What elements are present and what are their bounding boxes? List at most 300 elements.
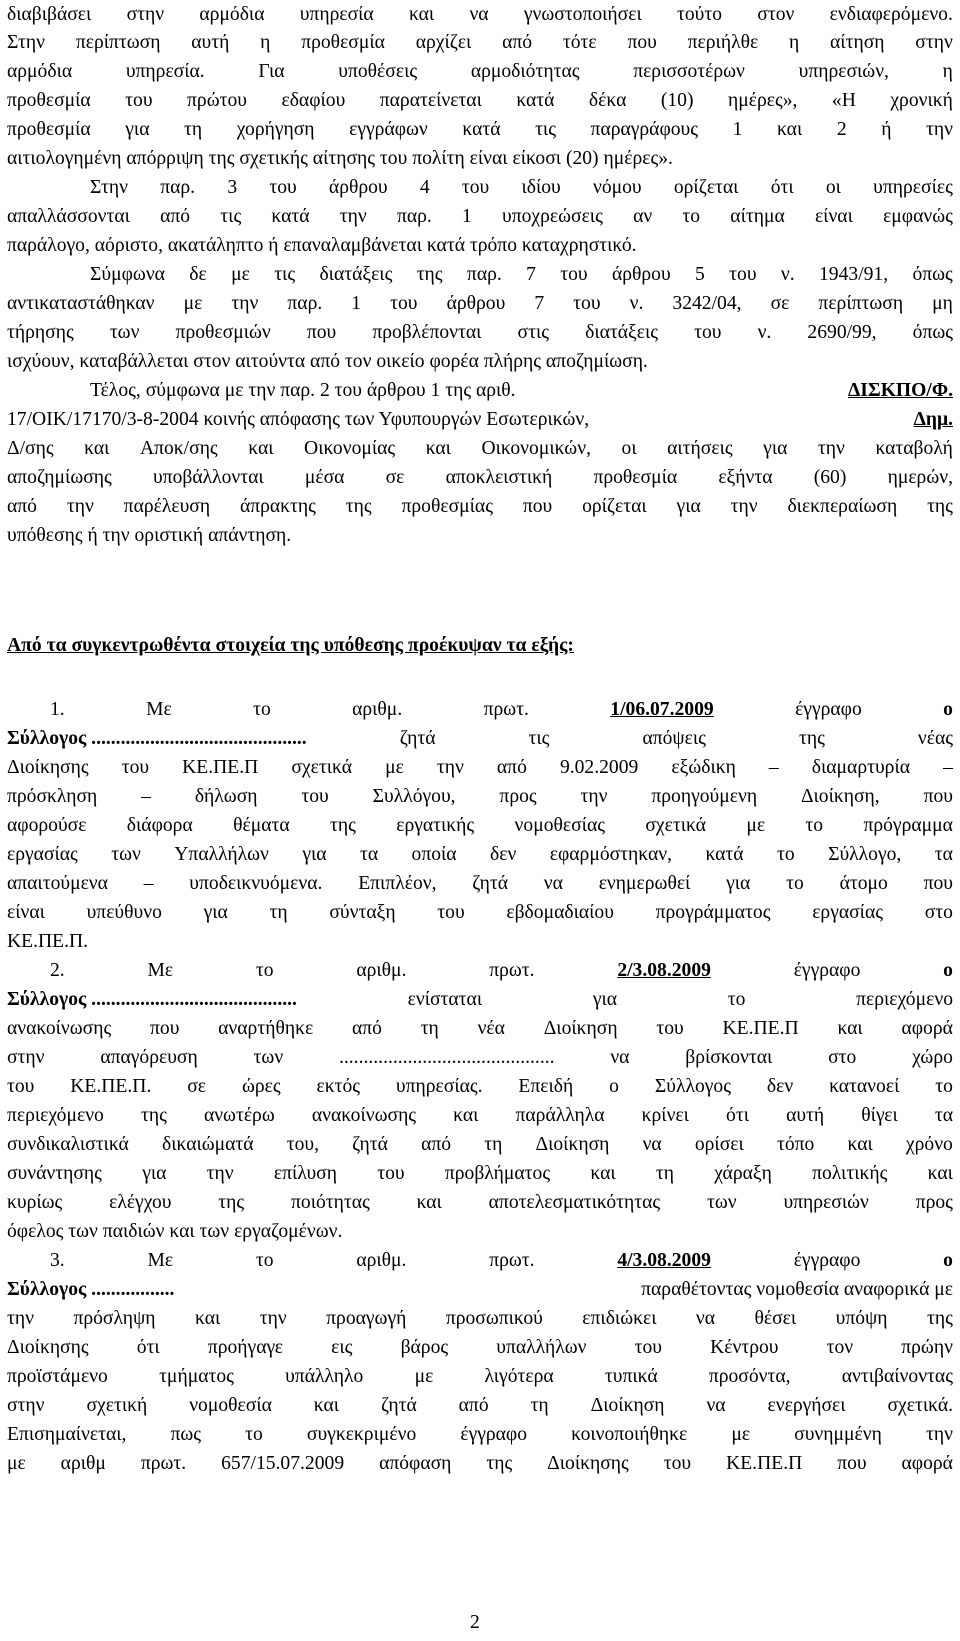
word: υπηρεσίες [873,177,953,198]
word: να [543,873,563,894]
word: παραγράφους [590,119,699,140]
text-line [7,1306,953,1332]
word: είναι [7,902,45,923]
word: η [260,32,271,53]
word: παρ. [466,264,502,285]
word: που [837,1453,867,1474]
word: και [195,1308,221,1329]
word: εξήντα [718,467,773,488]
word: του [377,1163,405,1184]
item-3-header [50,1248,953,1274]
word: περιεχόμενο [7,1105,104,1126]
word: την [817,438,845,459]
word: τις [220,206,242,227]
word: παρ. [160,177,196,198]
text-line: αιτιολογημένη απόρριψη της σχετικής αίτησης του πολίτη είναι είκοσι (20) ημέρες». [7,148,673,169]
section-heading: Από τα συγκεντρωθέντα στοιχεία της υπόθεσης προέκυψαν τα εξής: [7,635,574,656]
word: ο [943,1250,953,1271]
word: πρωτ. [140,1453,187,1474]
word: ζητά [352,1134,388,1155]
word: εμφανώς [883,206,953,227]
word: άρθρου [446,293,506,314]
word: στην [126,4,165,25]
word: του [461,177,490,198]
text-line [7,407,953,433]
word: ενημερωθεί [598,873,691,894]
sender: Σύλλογος [7,989,87,1010]
word: τα [934,844,953,865]
word: περίπτωση [818,293,904,314]
word: την [580,786,608,807]
word: 4 [419,177,430,198]
word: χρονική [890,90,953,111]
word: διατάξεις [319,264,393,285]
text-line [90,262,953,288]
word: παρέλευση [123,496,211,517]
word: ορίζεται [673,177,739,198]
word: κατά [462,119,501,140]
word: της [329,815,356,836]
word: για [142,1163,167,1184]
word: που [522,496,553,517]
word: από [496,757,527,778]
text-line [7,59,953,85]
word: πρώτου [187,90,247,111]
word: ότι [136,1337,160,1358]
word: τη [655,1163,675,1184]
word: βάρος [400,1337,449,1358]
word: αριθμ. [352,699,403,720]
word: την [7,1308,34,1329]
word: τα [934,1105,953,1126]
word: για [763,438,788,459]
word: Διοίκηση [535,1134,610,1155]
word: έγγραφο [795,699,862,720]
word: στην [7,1047,45,1068]
word: αριθμ [60,1453,106,1474]
word: θίγει [861,1105,898,1126]
word: ν. [629,293,644,314]
word: στο [924,902,953,923]
item-number: 2. [50,960,65,981]
text-line [7,1045,953,1071]
word: για [726,873,751,894]
word: (10) [660,90,694,111]
word: υπάλληλο [285,1366,364,1387]
word: και [847,1134,873,1155]
text-line: όφελος των παιδιών και των εργαζομένων. [7,1221,343,1242]
redacted-dots: .......................................... [91,989,297,1010]
word: Διοίκησης [7,757,89,778]
word: επιδιώκει [582,1308,657,1329]
word: από [458,1395,489,1416]
word: χορήγηση [236,119,315,140]
word: 2 [836,119,847,140]
word: Με [146,699,172,720]
word: προήγαγε [207,1337,284,1358]
word: και [590,1163,616,1184]
word: πολιτικής [812,1163,888,1184]
word: και [927,1163,953,1184]
word: αποτελεσματικότητας [488,1192,661,1213]
word: σε [770,293,790,314]
word: τη [184,119,203,140]
word: προθεσμίας [401,496,493,517]
word: υπηρεσία [299,4,374,25]
word: από [502,32,533,53]
word: παρατείνεται [379,90,482,111]
word: να [642,1134,662,1155]
word: υποχρεώσεις [502,206,603,227]
word: συνημμένη [794,1424,882,1445]
word: τις [535,119,556,140]
word: άτομο [839,873,888,894]
word: ζητά [380,1395,417,1416]
word: εκτός [316,1076,361,1097]
word: άρθρου [611,264,671,285]
word: νέα [477,1018,505,1039]
word: στον [757,4,795,25]
word: εργατικής [396,815,475,836]
word: αποζημίωσης [7,467,112,488]
word: με [414,1366,434,1387]
word: περιήλθε [687,32,759,53]
word: και [425,438,451,459]
word: την [259,1308,287,1329]
word: ιδίου [521,177,561,198]
word: ενδιαφερόμενο. [829,4,953,25]
word: Διοίκησης [547,1453,629,1474]
word: για [125,119,150,140]
word: προθεσμία [301,32,385,53]
word: μέσα [304,467,345,488]
word: ότι [770,177,794,198]
word: προβλήματος [444,1163,551,1184]
word: προγράμματος [655,902,771,923]
text-line [7,1364,953,1390]
text-line: παράλογο, αόριστο, ακατάληπτο ή επαναλαμβάνεται κατά τρόπο καταχρηστικό. [7,235,637,256]
word: Δ/σης [7,438,54,459]
word: από [421,1134,452,1155]
word: εφαρμόστηκαν, [549,844,673,865]
word: πρόσληψη [73,1308,156,1329]
word: με [731,1424,751,1445]
word: ΚΕ.ΠΕ.Π. [70,1076,152,1097]
word: που [627,32,657,53]
word: η [788,32,800,53]
word: σχετική [86,1395,148,1416]
word: «Η [831,90,856,111]
word: δεν [766,1076,794,1097]
word: ορίσει [694,1134,744,1155]
word: 2690/99, [807,322,877,343]
word: αριθμ. [356,960,407,981]
word: ανωτέρω [203,1105,275,1126]
text-line [7,842,953,868]
item-3-line [7,1277,953,1303]
word: στο [828,1047,857,1068]
word: υπεύθυνο [86,902,162,923]
word: τον [826,1337,854,1358]
word: την [730,496,758,517]
text-line [7,813,953,839]
text-line [7,784,953,810]
redacted-dots: ............................................ [91,728,307,749]
word: προς [499,786,537,807]
word: σε [187,1076,207,1097]
word: ν. [780,264,795,285]
document-reference: 4/3.08.2009 [617,1250,711,1271]
word: το [682,206,701,227]
word: το [245,1424,263,1445]
word: ανακοίνωσης [311,1105,417,1126]
text-line [7,436,953,462]
word: υπαλλήλων [496,1337,587,1358]
word: που [923,786,953,807]
word: ενεργήσει [767,1395,846,1416]
word: την [206,1163,234,1184]
word: ότι [726,1105,749,1126]
word: τόπο [776,1134,815,1155]
text-line: υπόθεσης ή την οριστική απάντηση. [7,525,292,546]
word: Σύλλογο, [828,844,902,865]
word: προαγωγή [326,1308,407,1329]
word: το [935,1076,953,1097]
text-line [7,871,953,897]
word: αιτήσεις [667,438,733,459]
word: με [183,293,203,314]
word: 7 [534,293,545,314]
word: απαγόρευση [100,1047,198,1068]
word: 1 [732,119,743,140]
word: είναι [814,206,853,227]
word: αρμοδιότητας [470,61,580,82]
word: Διοίκηση [590,1395,665,1416]
word: την [66,496,94,517]
word: τότε [562,32,597,53]
word: της [927,496,953,517]
word: το [253,699,271,720]
word: αυτή [786,1105,825,1126]
word: Σύλλογος [654,1076,731,1097]
word: νομοθεσία [189,1395,272,1416]
word: του [656,1018,684,1039]
word: Επειδή [518,1076,574,1097]
word: Στην [90,177,129,198]
item-2-header [50,958,953,984]
word: αρμόδια [199,4,265,25]
sender: Σύλλογος [7,1279,87,1300]
word: κυρίως [7,1192,63,1213]
word: τυπικά [604,1366,658,1387]
word: σχετικά. [887,1395,953,1416]
word: του [573,293,601,314]
word: με [385,757,404,778]
word: και [416,1192,442,1213]
word: 1943/91, [819,264,889,285]
word: υποδεικνυόμενα. [189,873,323,894]
word: δικαιώματά [161,1134,254,1155]
text-line [90,175,953,201]
word: υπηρεσίας. [395,1076,483,1097]
word: αναρτήθηκε [218,1018,314,1039]
word: προσωπικού [445,1308,543,1329]
word: ανακοίνωσης [7,1018,112,1039]
word: απόψεις [642,728,706,749]
word: 3 [227,177,238,198]
text-line [7,291,953,317]
word: εγγράφων [349,119,428,140]
word: τμήματος [159,1366,234,1387]
word: λιγότερα [484,1366,554,1387]
word: απαιτούμενα [7,873,108,894]
word: Υπαλλήλων [174,844,269,865]
word: για [592,989,618,1010]
word: ελέγχου [109,1192,172,1213]
word: την [436,757,464,778]
word: εργασίας [7,844,78,865]
word: να [706,1395,726,1416]
word: της [798,728,825,749]
word: να [469,4,489,25]
word: παράλληλα [515,1105,605,1126]
text-line: ισχύουν, καταβάλλεται στον αιτούντα από τον οικείο φορέα πλήρης αποζημίωση. [7,351,648,372]
word: και [313,1395,340,1416]
document-reference: 1/06.07.2009 [610,699,714,720]
text-line [7,1103,953,1129]
word: δε [189,264,207,285]
word: και [776,119,803,140]
word: πρόσκληση [7,786,98,807]
word: που [150,1018,180,1039]
word: παρ. [287,293,323,314]
word: για [302,844,327,865]
word: Για [258,61,285,82]
word: ο [943,699,953,720]
word: σχετικά [291,757,352,778]
word: υπηρεσία. [125,61,205,82]
word: δήλωση [194,786,258,807]
page-number: 2 [470,1612,480,1633]
reference-diskpo: ΔΙΣΚΠΟ/Φ. [847,380,953,401]
word: διάφορα [126,815,193,836]
word: αφορά [901,1018,953,1039]
word: υποβάλλονται [152,467,264,488]
word: αποκλειστική [445,467,553,488]
word: προθεσμία [7,119,91,140]
text-fragment: Τέλος, σύμφωνα με την παρ. 2 του άρθρου 1 της αριθ. [90,380,521,401]
word: υπόψη [835,1308,888,1329]
word: σε [385,467,405,488]
word: διατάξεις [585,322,658,343]
word: αίτηση [830,32,885,53]
word: στην [915,32,953,53]
word: προθεσμία [7,90,91,111]
word: όπως [912,322,953,343]
word: μη [932,293,953,314]
word: πως [170,1424,202,1445]
word: Στην [7,32,46,53]
text-fragment: 17/ΟΙΚ/17170/3-8-2004 κοινής απόφασης των Υφυπουργών Εσωτερικών, [7,409,595,430]
word: ΚΕ.ΠΕ.Π [722,1018,799,1039]
word: κατανοεί [829,1076,900,1097]
word: την [926,119,953,140]
word: αυτή [191,32,230,53]
word: στις [517,322,549,343]
word: Κέντρου [710,1337,779,1358]
word: ΚΕ.ΠΕ.Π [726,1453,803,1474]
word: της [345,496,372,517]
text-line [7,900,953,926]
word: ζητά [399,728,436,749]
word: οποία [411,844,457,865]
word: πρωτ. [489,1250,535,1271]
reference-dim: Δημ. [913,409,953,430]
word: προσόντα, [708,1366,791,1387]
word: διαβιβάσει [7,4,92,25]
text-line [7,465,953,491]
word: τις [274,264,296,285]
word: κοινοποιήθηκε [571,1424,688,1445]
document-reference: 2/3.08.2009 [617,960,711,981]
word: του [269,177,297,198]
word: από [351,1018,382,1039]
word: άπρακτης [239,496,316,517]
text-line [7,88,953,114]
text-line [7,117,953,143]
word: αρμόδια [7,61,73,82]
word: με [746,815,766,836]
word: και [408,4,435,25]
word: κατά [705,844,744,865]
word: αρχίζει [415,32,472,53]
word: κατά [516,90,555,111]
word: αριθμ. [356,1250,407,1271]
word: του [390,293,418,314]
word: 7 [526,264,536,285]
word: κατά [271,206,310,227]
word: Οικονομικών, [481,438,591,459]
word: του [694,322,722,343]
word: έγγραφο [460,1424,528,1445]
word: γνωστοποιήσει [523,4,642,25]
word: 5 [695,264,705,285]
redacted-dots: ................. [91,1279,175,1300]
text-line [7,1393,953,1419]
word: Με [147,960,174,981]
word: ο [609,1076,619,1097]
text-fragment: παραθέτοντας νομοθεσία αναφορικά με [641,1279,953,1300]
word: του [560,264,588,285]
word: αν [633,206,653,227]
item-1-line [7,726,953,752]
word: δέκα [588,90,627,111]
word: του [125,90,153,111]
word: Συλλόγου, [372,786,456,807]
word: καταβολή [875,438,953,459]
word: του [121,757,150,778]
word: – [143,873,154,894]
word: οι [621,438,637,459]
word: της [416,264,443,285]
word: ενίσταται [407,989,483,1010]
word: προβλέπονται [372,322,482,343]
word: υπηρεσιών, [798,61,889,82]
word: τη [420,1018,439,1039]
text-line [7,204,953,230]
text-line [7,1190,953,1216]
word: ο [943,960,953,981]
